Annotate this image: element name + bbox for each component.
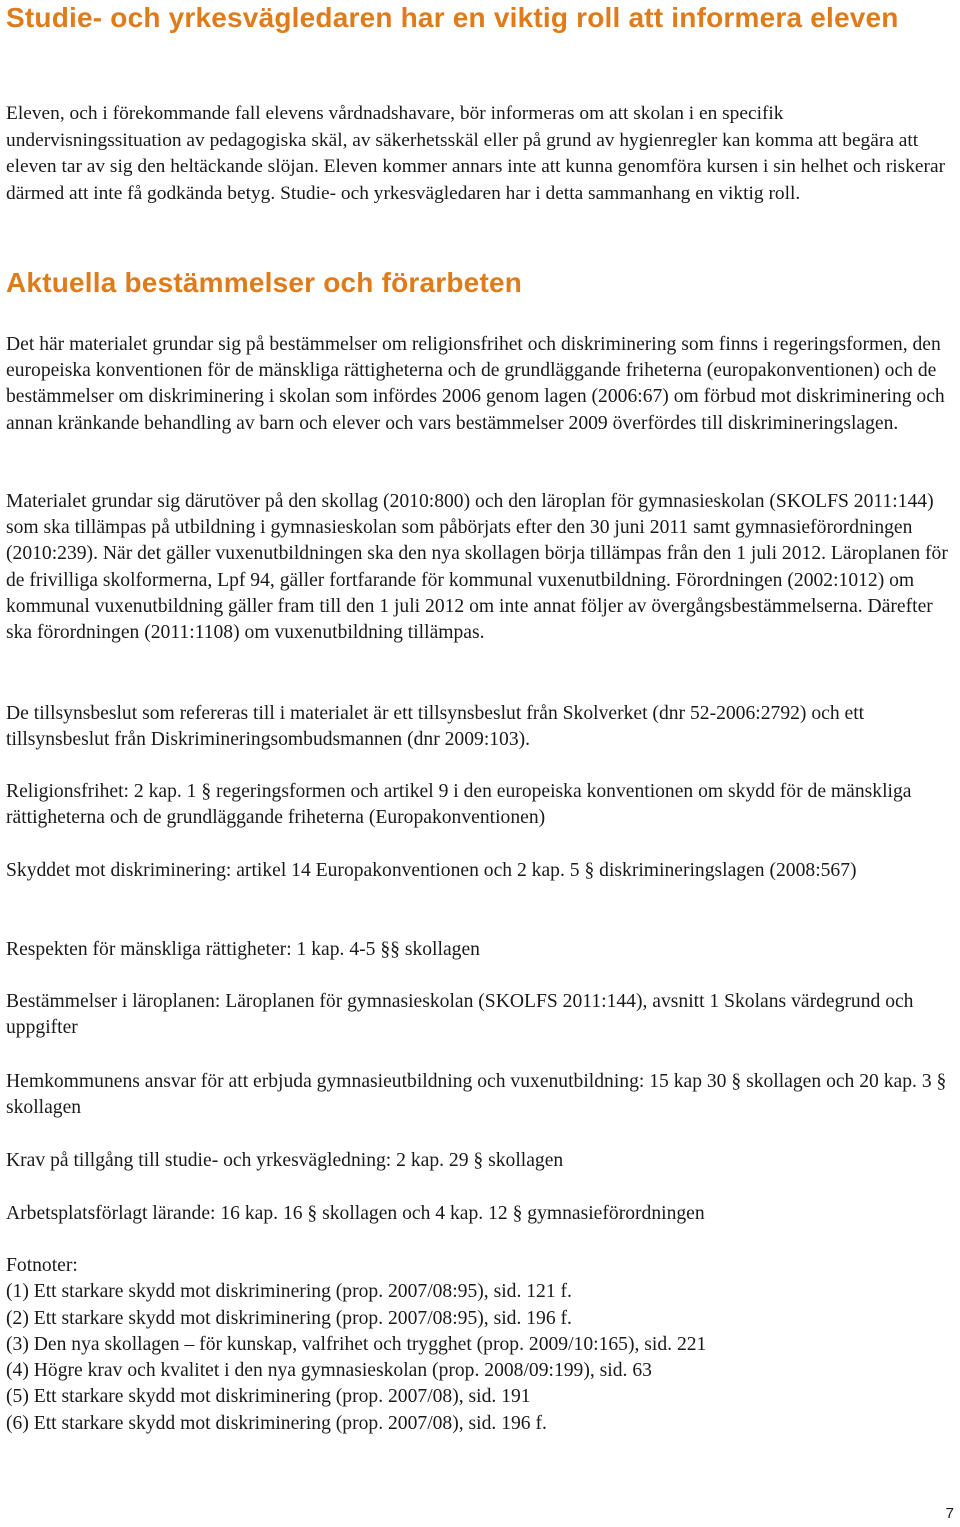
body-paragraph: Det här materialet grundar sig på bestämmelser om religionsfrihet och diskriminering som finns i regeringsformen, den europeiska konventionen för de mänskliga rättigheterna och de grundläggande friheterna (europakonventionen) och de bestämmelser om diskriminering i skolan som infördes 2006 genom lagen (2006:67) om förbud mot diskriminering och annan kränkande behandling av barn och elever och vars bestämmelser 2009 överfördes till diskrimineringslagen. (6, 334, 945, 434)
footnote-item: (3) Den nya skollagen – för kunskap, valfrihet och trygghet (prop. 2009/10:165), sid. 221 (6, 1333, 707, 1355)
footnote-item: (4) Högre krav och kvalitet i den nya gymnasieskolan (prop. 2008/09:199), sid. 63 (6, 1360, 652, 1382)
intro-paragraph: Eleven, och i förekommande fall elevens vårdnadshavare, bör informeras om att skolan i en specifik undervisningssituation av pedagogiska skäl, av säkerhetsskäl eller på grund av hygienregler kan komma att begära att eleven tar av sig den heltäckande slöjan. Eleven kommer annars inte att kunna genomföra kursen i sin helhet och riskerar därmed att inte få godkända betyg. Studie- och yrkesvägledaren har i detta sammanhang en viktig roll. (6, 103, 946, 204)
footnotes (6, 1253, 956, 1437)
footnote-item: (2) Ett starkare skydd mot diskriminering (prop. 2007/08:95), sid. 196 f. (6, 1307, 572, 1329)
body-paragraph: Hemkommunens ansvar för att erbjuda gymnasieutbildning och vuxenutbildning: 15 kap 30 § skollagen och 20 kap. 3 § skollagen (6, 1071, 947, 1119)
footnote-item: (6) Ett starkare skydd mot diskriminering (prop. 2007/08), sid. 196 f. (6, 1412, 547, 1434)
body-paragraph: Materialet grundar sig därutöver på den skollag (2010:800) och den läroplan för gymnasieskolan (SKOLFS 2011:144) som ska tillämpas på utbildning i gymnasieskolan som påbörjats efter den 30 juni 2011 samt gymnasieförordningen (2010:239). När det gäller vuxenutbildningen ska den nya skollagen börja tillämpas från den 1 juli 2012. Läroplanen för de frivilliga skolformerna, Lpf 94, gäller fortfarande för kommunal vuxenutbildning. Förordningen (2002:1012) om kommunal vuxenutbildning gäller fram till den 1 juli 2012 om inte annat följer av övergångsbestämmelserna. Därefter ska förordningen (2011:1108) om vuxenutbildning tillämpas. (6, 491, 948, 644)
body-paragraph: Skyddet mot diskriminering: artikel 14 Europakonventionen och 2 kap. 5 § diskrimineringslagen (2008:567) (6, 860, 857, 881)
section-heading: Aktuella bestämmelser och förarbeten (6, 267, 523, 298)
section-heading: Studie- och yrkesvägledaren har en viktig roll att informera eleven (6, 2, 899, 33)
body-paragraph: Bestämmelser i läroplanen: Läroplanen för gymnasieskolan (SKOLFS 2011:144), avsnitt 1 Skolans värdegrund och uppgifter (6, 991, 914, 1039)
footnotes-title: Fotnoter: (6, 1255, 78, 1276)
body-paragraph: Arbetsplatsförlagt lärande: 16 kap. 16 § skollagen och 4 kap. 12 § gymnasieförordningen (6, 1203, 705, 1224)
page-number: 7 (945, 1505, 954, 1522)
body-paragraph: De tillsynsbeslut som refereras till i materialet är ett tillsynsbeslut från Skolverket (dnr 52-2006:2792) och ett tillsynsbeslut från Diskrimineringsombudsmannen (dnr 2009:103). (6, 703, 865, 751)
footnote-item: (5) Ett starkare skydd mot diskriminering (prop. 2007/08), sid. 191 (6, 1386, 531, 1408)
body-paragraph: Religionsfrihet: 2 kap. 1 § regeringsformen och artikel 9 i den europeiska konventionen om skydd för de mänskliga rättigheterna och de grundläggande friheterna (Europakonventionen) (6, 781, 912, 829)
body-paragraph: Respekten för mänskliga rättigheter: 1 kap. 4-5 §§ skollagen (6, 939, 480, 960)
footnote-item: (1) Ett starkare skydd mot diskriminering (prop. 2007/08:95), sid. 121 f. (6, 1281, 572, 1303)
body-paragraph: Krav på tillgång till studie- och yrkesvägledning: 2 kap. 29 § skollagen (6, 1150, 564, 1171)
